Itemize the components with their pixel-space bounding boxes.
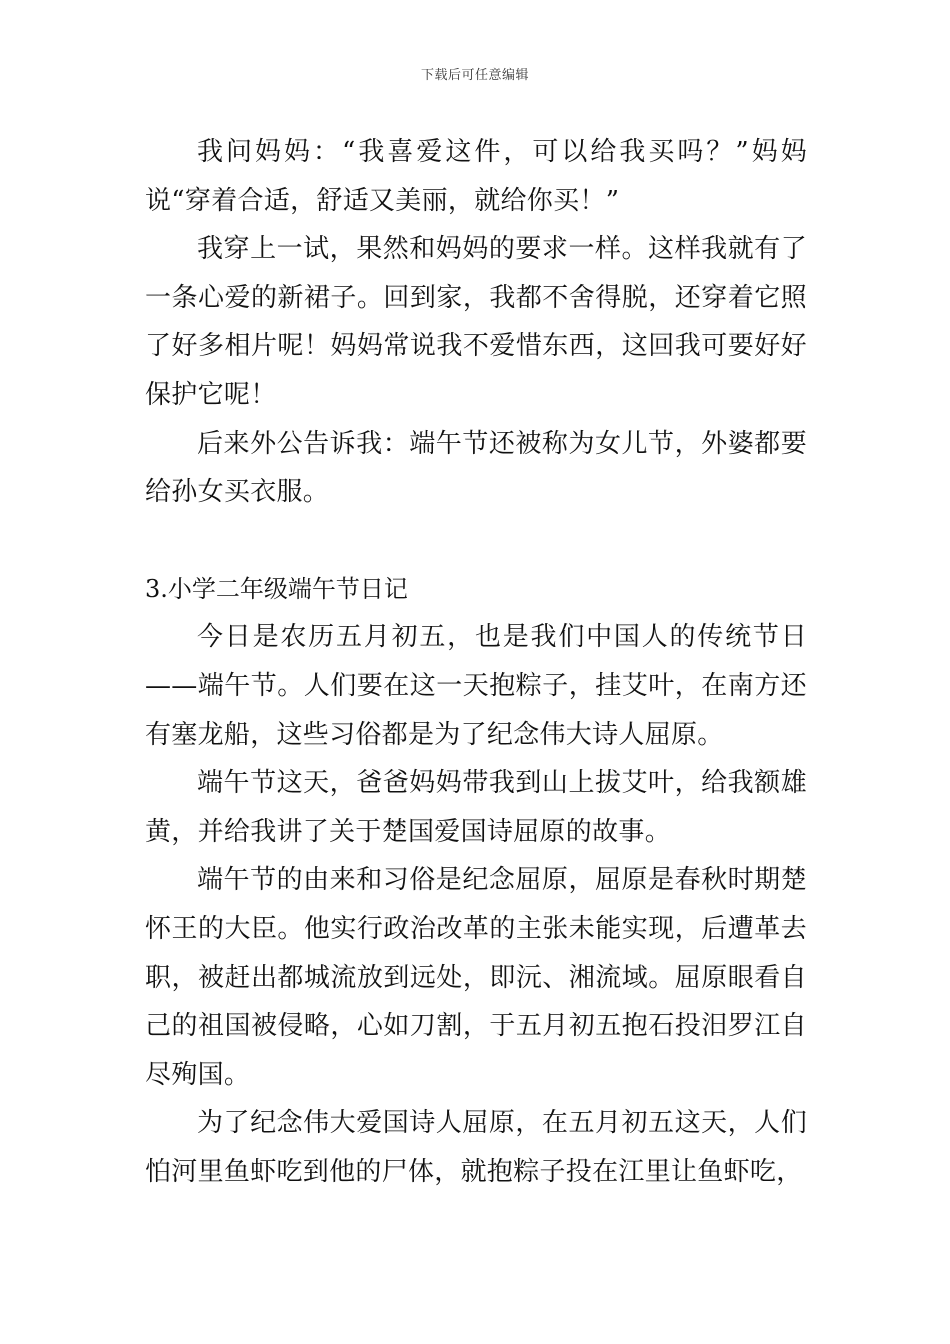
paragraph: 端午节的由来和习俗是纪念屈原，屈原是春秋时期楚怀王的大臣。他实行政治改革的主张未能实现，后遭革去职，被赶出都城流放到远处，即沅、湘流域。屈原眼看自己的祖国被侵略，心如刀割，于五月初五抱石投汨罗江自尽殉国。 bbox=[145, 865, 807, 1090]
paragraph: 我问妈妈：“我喜爱这件，可以给我买吗？”妈妈说“穿着合适，舒适又美丽，就给你买！” bbox=[145, 137, 807, 216]
paragraph: 今日是农历五月初五，也是我们中国人的传统节日——端午节。人们要在这一天抱粽子，挂艾叶，在南方还有塞龙船，这些习俗都是为了纪念伟大诗人屈原。 bbox=[145, 622, 807, 750]
page-header: 下载后可任意编辑 bbox=[420, 68, 529, 83]
paragraph: 端午节这天，爸爸妈妈带我到山上拔艾叶，给我额雄黄，并给我讲了关于楚国爱国诗屈原的故事。 bbox=[145, 768, 807, 847]
paragraph: 后来外公告诉我：端午节还被称为女儿节，外婆都要给孙女买衣服。 bbox=[145, 428, 807, 508]
paragraph: 为了纪念伟大爱国诗人屈原，在五月初五这天，人们怕河里鱼虾吃到他的尸体，就抱粽子投在江里让鱼虾吃， bbox=[145, 1108, 807, 1187]
paragraph: 我穿上一试，果然和妈妈的要求一样。这样我就有了一条心爱的新裙子。回到家，我都不舍得脱，还穿着它照了好多相片呢！妈妈常说我不爱惜东西，这回我可要好好保护它呢！ bbox=[145, 234, 807, 410]
document-body bbox=[145, 128, 807, 1196]
section-title: 3.小学二年级端午节日记 bbox=[145, 574, 408, 603]
